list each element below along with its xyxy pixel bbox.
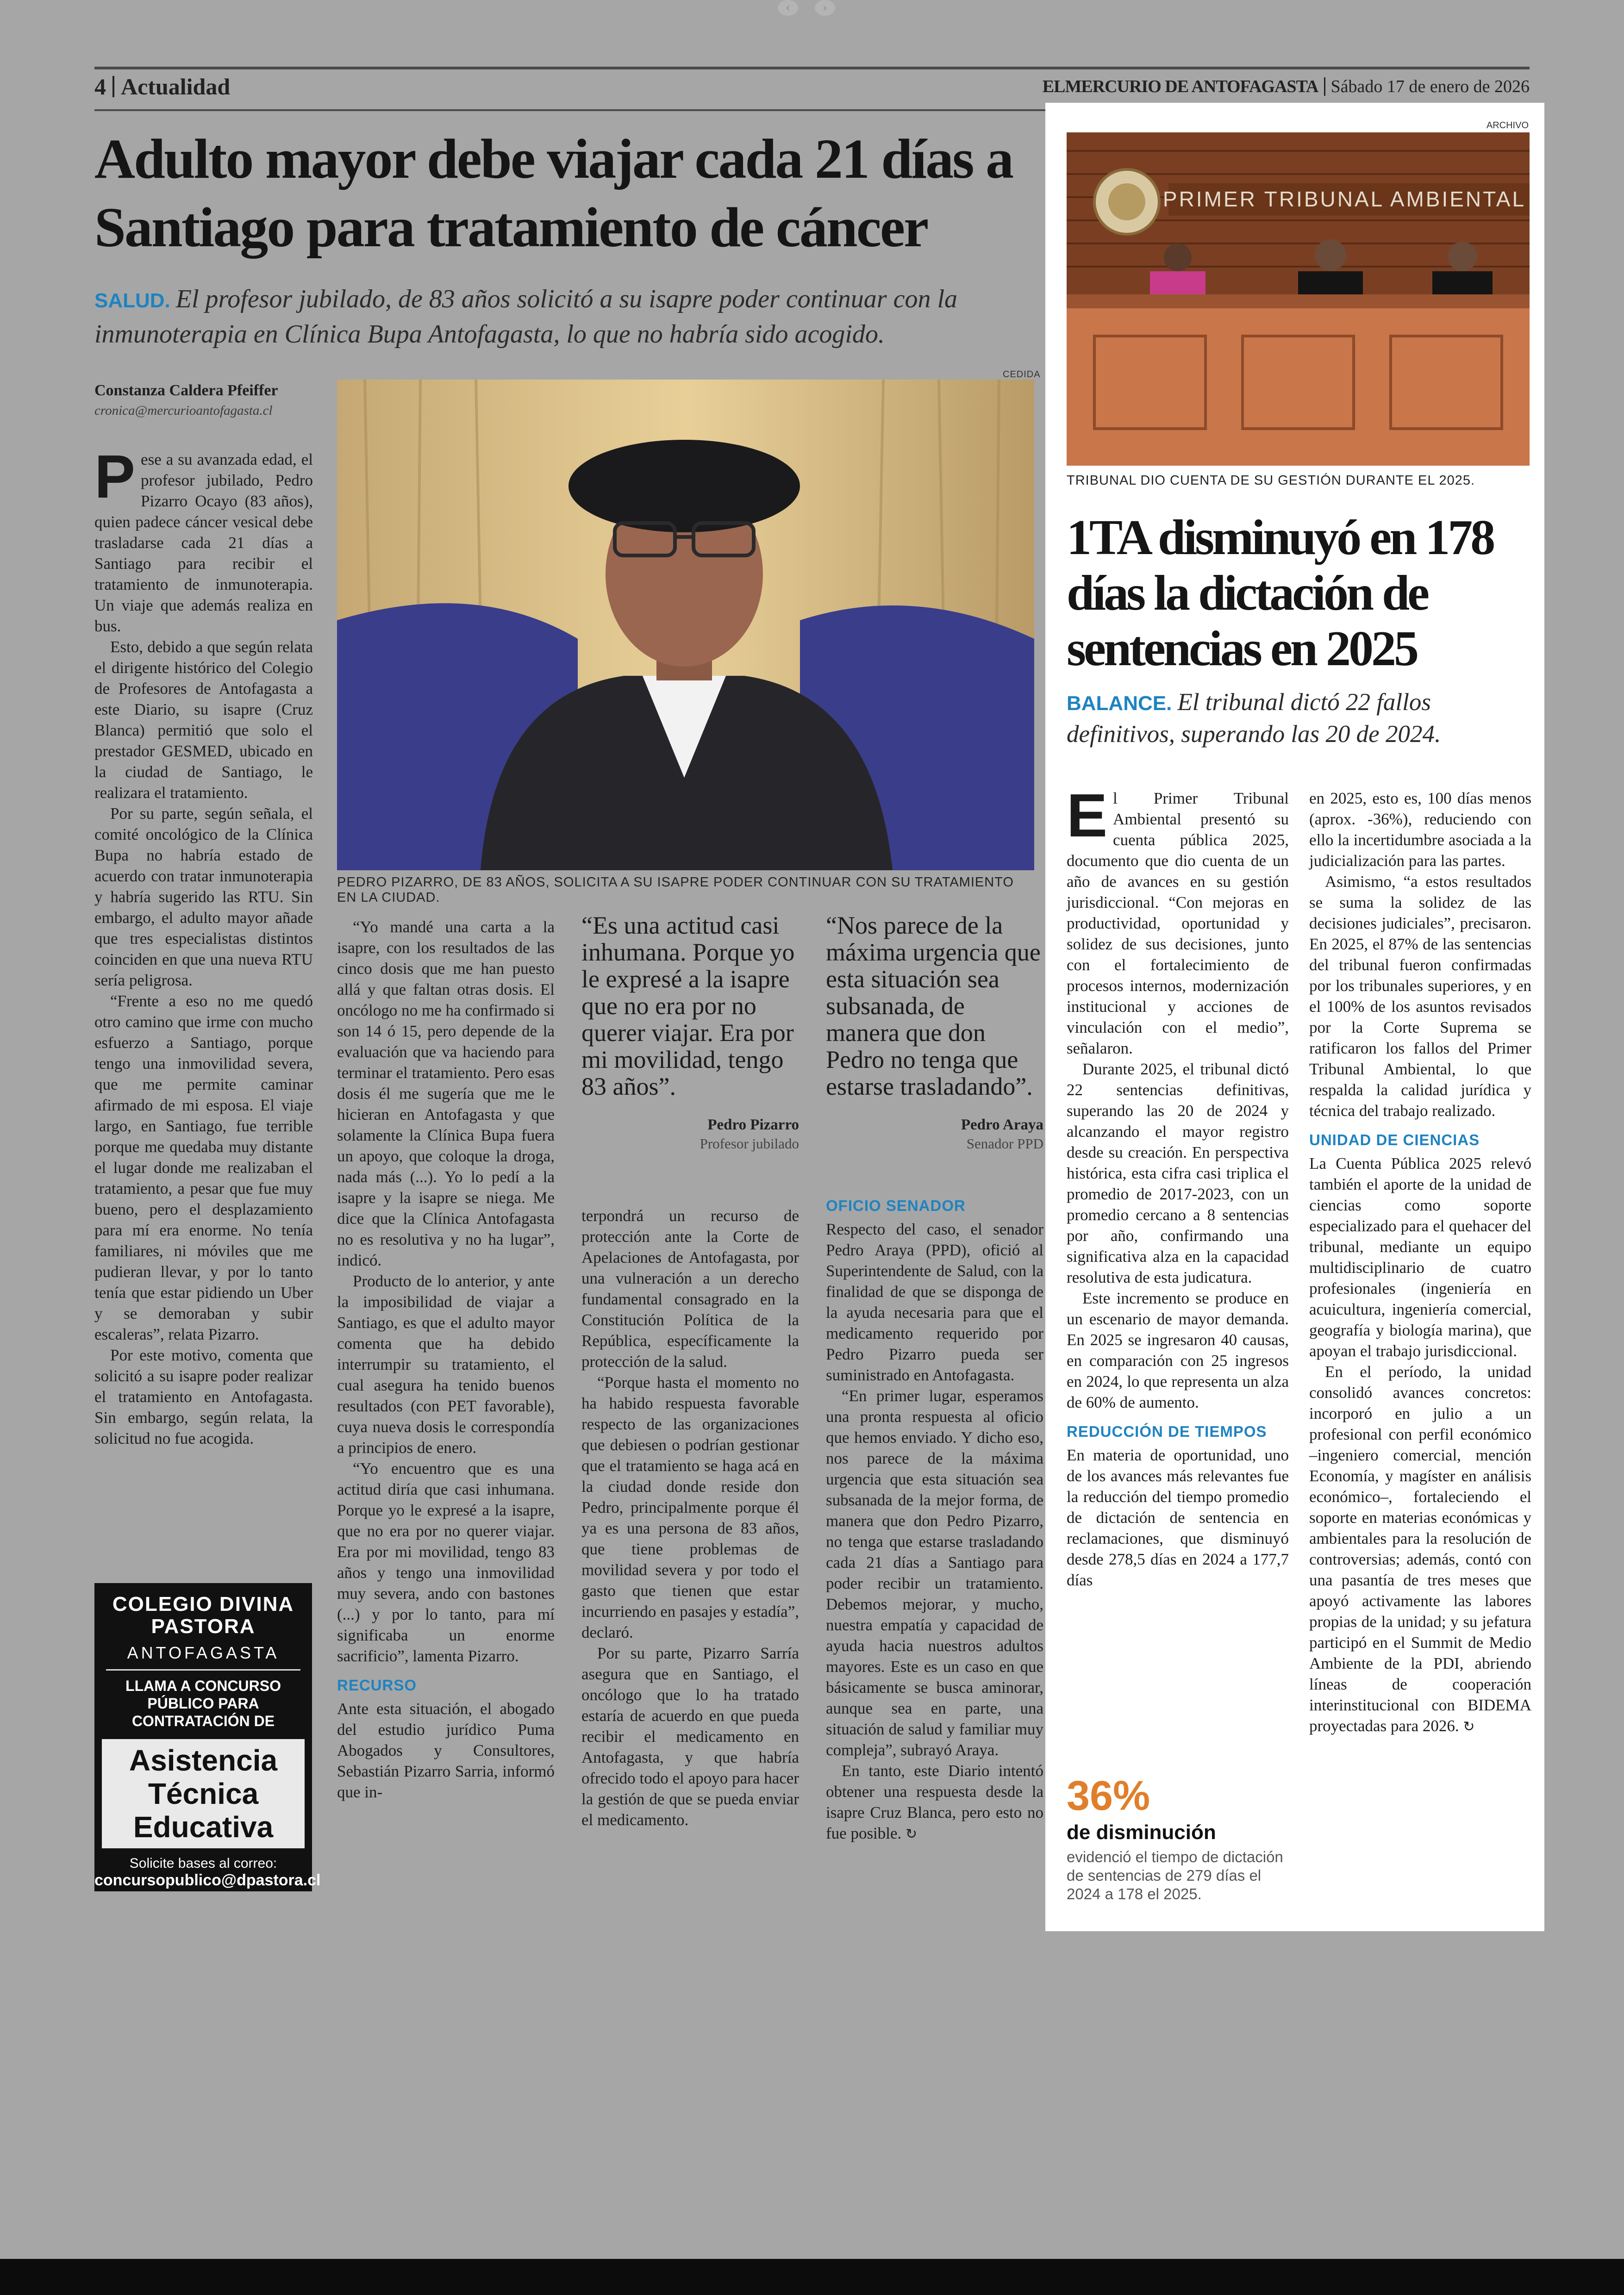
paragraph bbox=[1309, 1361, 1531, 1737]
divider bbox=[1324, 77, 1325, 96]
end-mark-icon: ↻ bbox=[1463, 1719, 1475, 1735]
article-column-1 bbox=[94, 443, 313, 1449]
subhead: OFICIO SENADOR bbox=[826, 1197, 966, 1214]
subhead: UNIDAD DE CIENCIAS bbox=[1309, 1131, 1480, 1148]
paragraph: Por este motivo, comenta que solicitó a su isapre poder realizar el tratamiento en Antofagasta. Sin embargo, según relata, la solicitud no fue acogida. bbox=[94, 1346, 313, 1447]
ad-city: ANTOFAGASTA bbox=[127, 1643, 280, 1662]
ad-call-text: LLAMA A CONCURSO PÚBLICO PARA CONTRATACIÓN DE bbox=[125, 1678, 281, 1729]
paragraph: “Yo encuentro que es una actitud diría que casi inhumana. Porque yo le expresé a la isapre, que no era por no querer viajar. Era por mi movilidad, tengo 83 años y tengo una inmovilidad muy severa, ando con bastones (...) y por lo tanto, para mí significaba un enorme sacrificio”, lamenta Pizarro. bbox=[337, 1459, 555, 1665]
dropcap: E bbox=[1067, 781, 1108, 849]
dropcap: P bbox=[94, 443, 136, 511]
main-deck bbox=[94, 282, 1048, 351]
paragraph: Ante esta situación, el abogado del estudio jurídico Puma Abogados y Consultores, Sebastián Pizarro Sarria, informó que in- bbox=[337, 1700, 555, 1801]
author-email[interactable]: cronica@mercurioantofagasta.cl bbox=[94, 403, 273, 418]
quote-role: Profesor jubilado bbox=[700, 1135, 799, 1152]
sidebar-column-1 bbox=[1067, 781, 1289, 1590]
paragraph-text: En tanto, este Diario intentó obtener una respuesta desde la isapre Cruz Blanca, pero esto no fue posible. bbox=[826, 1762, 1043, 1842]
viewer-bottom-bar bbox=[0, 2259, 1624, 2295]
subhead: REDUCCIÓN DE TIEMPOS bbox=[1067, 1423, 1267, 1440]
quote-name: Pedro Araya bbox=[961, 1116, 1043, 1133]
paragraph: “Porque hasta el momento no ha habido respuesta favorable respecto de las organizaciones que debiesen o podrían gestionar que el tratamiento se haga acá en la ciudad donde reside don Pedro, principalmente porque él ya es una persona de 83 años, que tiene problemas de movilidad severa y por todo el gasto que tienen que estar incurriendo en pasajes y estadía”, declaró. bbox=[581, 1373, 799, 1641]
ad-instructions: Solicite bases al correo: bbox=[129, 1856, 277, 1871]
stat-label: de disminución bbox=[1067, 1821, 1216, 1844]
paragraph: Durante 2025, el tribunal dictó 22 sentencias definitivas, superando las 20 de 2024 y alcanzando el mayor registro desde su creación. En perspectiva histórica, esta cifra casi triplica el promedio de 2017-2023, con un promedio cercano a 8 sentencias por año, confirmando una significativa alza en la capacidad resolutiva de esta judicatura. bbox=[1067, 1060, 1289, 1286]
photo-credit: ARCHIVO bbox=[1486, 120, 1529, 131]
newspaper-name: ELMERCURIO DE ANTOFAGASTA bbox=[1042, 77, 1318, 96]
photo-caption: PEDRO PIZARRO, DE 83 AÑOS, SOLICITA A SU ISAPRE PODER CONTINUAR CON SU TRATAMIENTO EN LA CIUDAD. bbox=[337, 875, 1014, 905]
paragraph: en 2025, esto es, 100 días menos (aprox. -36%), reduciendo con ello la incertidumbre asociada a la judicialización para las partes. bbox=[1309, 789, 1531, 870]
paragraph-text: l Primer Tribunal Ambiental presentó su cuenta pública 2025, documento que dio cuenta de un año de avances en su gestión jurisdiccional. “Con mejoras en productividad, oportunidad y solidez de sus decisiones, junto con el fortalecimiento de procesos internos, modernización institucional y acciones de vinculación con el medio”, señalaron. bbox=[1067, 789, 1289, 1057]
main-kicker: SALUD. bbox=[94, 289, 170, 312]
paragraph-text: ese a su avanzada edad, el profesor jubilado, Pedro Pizarro Ocayo (83 años), quien padece cáncer vesical debe trasladarse cada 21 días a Santiago para recibir el tratamiento de inmunoterapia. Un viaje que además realiza en bus. bbox=[94, 450, 313, 635]
masthead-info bbox=[1043, 76, 1530, 97]
end-mark-icon: ↻ bbox=[906, 1826, 918, 1842]
sidebar-headline: 1TA disminuyó en 178 días la dictación de sentencias en 2025 bbox=[1067, 510, 1493, 676]
ad-email[interactable]: concursopublico@dpastora.cl bbox=[94, 1871, 321, 1889]
byline bbox=[94, 382, 317, 418]
sidebar-deck bbox=[1067, 687, 1530, 749]
paragraph: “Yo mandé una carta a la isapre, con los resultados de las cinco dosis que me han puesto allá y que faltan otras dosis. El oncólogo no me ha confirmado si son 14 ó 15, pero depende de la evaluación que va haciendo para terminar el tratamiento. Pero esas dosis él me sugería que me le hicieran en Antofagasta y que solamente la Clínica Bupa fuera un apoyo, que coloque la droga, nada más (...). Yo lo pedí a la isapre y la isapre se niega. Me dice que la Clínica Antofagasta no es resolutiva y no ha lugar”, indicó. bbox=[337, 918, 555, 1269]
tribunal-illustration bbox=[1067, 132, 1530, 466]
page-header bbox=[94, 70, 1530, 103]
viewer-nav bbox=[778, 0, 847, 17]
sidebar-story bbox=[1045, 103, 1544, 1931]
newspaper-page bbox=[83, 60, 1542, 1958]
ad-position-title: Asistencia Técnica Educativa bbox=[102, 1739, 305, 1848]
photo-credit: CEDIDA bbox=[1003, 369, 1041, 380]
quote-name: Pedro Pizarro bbox=[707, 1116, 799, 1133]
photo-caption: TRIBUNAL DIO CUENTA DE SU GESTIÓN DURANTE EL 2025. bbox=[1067, 473, 1475, 488]
paragraph: Producto de lo anterior, y ante la imposibilidad de viajar a Santiago, es que el adulto mayor comenta que ha debido interrumpir su tratamiento, el cual asegura ha tenido buenos resultados (con PET favorable), cuya nueva dosis le correspondía a principios de enero. bbox=[337, 1272, 555, 1457]
header-rule bbox=[94, 109, 1057, 111]
article-column-2 bbox=[337, 917, 555, 1802]
stat-value: 36% bbox=[1067, 1773, 1150, 1819]
portrait-photo bbox=[337, 380, 1034, 870]
main-headline: Adulto mayor debe viajar cada 21 días a Santiago para tratamiento de cáncer bbox=[94, 128, 1013, 259]
paragraph bbox=[826, 1760, 1043, 1845]
paragraph: Respecto del caso, el senador Pedro Araya (PPD), ofició al Superintendente de Salud, con la finalidad de que se disponga de la ayuda necesaria para que el medicamento requerido por Pedro Pizarro pueda ser suministrado en Antofagasta. bbox=[826, 1220, 1043, 1384]
pull-quote-1: “Es una actitud casi inhumana. Porque yo le expresé a la isapre que no era por no querer viajar. Era por mi movilidad, tengo 83 años”. bbox=[581, 911, 795, 1100]
paragraph: terpondrá un recurso de protección ante la Corte de Apelaciones de Antofagasta, por una vulneración a un derecho fundamental consagrado en la Constitución Política de la República, específicamente la protección de la salud. bbox=[581, 1207, 799, 1371]
article-column-3 bbox=[581, 1205, 799, 1830]
paragraph: Por su parte, Pizarro Sarría asegura que en Santiago, el oncólogo que lo ha tratado estaría de acuerdo en que pueda recibir el medicamento en Antofagasta, y que habría ofrecido todo el apoyo para hacer la gestión de que se pueda enviar el medicamento. bbox=[581, 1644, 799, 1829]
next-page-button[interactable]: › bbox=[815, 0, 835, 16]
stat-description: evidenció el tiempo de dictación de sentencias de 279 días el 2024 a 178 el 2025. bbox=[1067, 1848, 1283, 1902]
paragraph: La Cuenta Pública 2025 relevó también el aporte de la unidad de ciencias como soporte especializado para el quehacer del tribunal, mediante un equipo multidisciplinario de cuatro profesionales (ingeniería en acuicultura, ingeniería comercial, geografía y biología marina), que apoyan el trabajo jurisdiccional. bbox=[1309, 1154, 1531, 1360]
paragraph: Por su parte, según señala, el comité oncológico de la Clínica Bupa no habría estado de acuerdo con tratar inmunoterapia y habría sugerido las RTU. Sin embargo, el adulto mayor añade que tres especialistas distintos coinciden en que una nueva RTU sería peligrosa. bbox=[94, 804, 313, 989]
paragraph-text: En el período, la unidad consolidó avances concretos: incorporó en julio a un profesional con perfil económico –ingeniero comercial, mención Economía, y magíster en análisis económico–, fortaleciendo el soporte en materias económicas y ambientales para la resolución de controversias; además, contó con una pasantía de tres meses que apoyó activamente las labores propias de la unidad; y su jefatura participó en el Summit de Medio Ambiente de la PDI, abriendo líneas de cooperación interinstitucional con BIDEMA proyectadas para 2026. bbox=[1309, 1363, 1531, 1735]
subhead: RECURSO bbox=[337, 1677, 417, 1694]
paragraph: Esto, debido a que según relata el dirigente histórico del Colegio de Profesores de Antofagasta a este Diario, su isapre (Cruz Blanca) permitió que solo el prestador GESMED, ubicado en la ciudad de Santiago, le realizara el tratamiento. bbox=[94, 638, 313, 802]
advertisement[interactable] bbox=[94, 1583, 321, 1891]
ad-divider bbox=[106, 1669, 300, 1671]
pull-quote-1-attribution bbox=[581, 1116, 799, 1152]
paragraph bbox=[1067, 781, 1289, 1059]
pull-quote-2: “Nos parece de la máxima urgencia que esta situación sea subsanada, de manera que don Pedro no tenga que estarse trasladando”. bbox=[826, 911, 1041, 1100]
article-column-4 bbox=[826, 1195, 1043, 1845]
section-label bbox=[94, 73, 230, 100]
paragraph: En materia de oportunidad, uno de los avances más relevantes fue la reducción del tiempo promedio de dictación de sentencia en reclamaciones, que disminuyó desde 278,5 días en 2024 a 177,7 días bbox=[1067, 1446, 1289, 1589]
ad-school-name: COLEGIO DIVINA PASTORA bbox=[112, 1593, 294, 1638]
tribunal-banner: PRIMER TRIBUNAL AMBIENTAL bbox=[1162, 187, 1526, 211]
section-name: Actualidad bbox=[121, 74, 231, 100]
previous-page-button[interactable]: ‹ bbox=[778, 0, 798, 16]
page-number: 4 bbox=[94, 74, 106, 100]
divider bbox=[112, 76, 114, 97]
tribunal-photo bbox=[1067, 132, 1530, 466]
header-rule bbox=[94, 67, 1530, 69]
issue-date: Sábado 17 de enero de 2026 bbox=[1330, 77, 1530, 96]
paragraph: “Frente a eso no me quedó otro camino que irme con mucho esfuerzo a Santiago, porque tengo una inmovilidad severa, que me permite caminar afirmado de mi esposa. El viaje largo, en Santiago, fue terrible porque me quedaba muy distante el lugar donde me realizaban el tratamiento, a pesar que fue muy bueno, pero el desplazamiento para mí era enorme. No tenía familiares, ni móviles que me pudieran llevar, y por lo tanto tenía que estar pidiendo un Uber y se demoraban y subir escaleras”, relata Pizarro. bbox=[94, 992, 313, 1343]
portrait-illustration bbox=[337, 380, 1034, 870]
sidebar-column-2 bbox=[1309, 788, 1531, 1737]
paragraph: Asimismo, “a estos resultados se suma la solidez de las decisiones judiciales”, precisaron. En 2025, el 87% de las sentencias del tribunal fueron confirmadas por los tribunales superiores, y en el 100% de los asuntos revisados por la Corte Suprema se ratificaron los fallos del Primer Tribunal Ambiental, lo que respalda la calidad jurídica y técnica del trabajo realizado. bbox=[1309, 873, 1531, 1120]
sidebar-kicker: BALANCE. bbox=[1067, 692, 1172, 715]
sidebar-deck-text: El tribunal dictó 22 fallos definitivos, superando las 20 de 2024. bbox=[1067, 689, 1441, 748]
paragraph: Este incremento se produce en un escenario de mayor demanda. En 2025 se ingresaron 40 causas, en comparación con 25 ingresos en 2024, lo que representa un alza de 60% de aumento. bbox=[1067, 1289, 1289, 1411]
author-name: Constanza Caldera Pfeiffer bbox=[94, 382, 278, 399]
pull-quote-2-attribution bbox=[826, 1116, 1043, 1152]
paragraph: “En primer lugar, esperamos una pronta respuesta al oficio que hemos enviado. Y dicho eso, nos parece de la máxima urgencia que esta situación sea subsanada de la mejor forma, de manera que don Pedro Pizarro, no tenga que estarse trasladando cada 21 días a Santiago para poder recibir un tratamiento. Debemos mejorar, y mucho, nuestra empatía y capacidad de ayuda hacia nuestros adultos mayores. Este es un caso en que básicamente se busca aminorar, aunque sea en parte, una situación de salud y familiar muy compleja”, subrayó Araya. bbox=[826, 1387, 1043, 1759]
quote-role: Senador PPD bbox=[966, 1135, 1043, 1152]
main-deck-text: El profesor jubilado, de 83 años solicitó a su isapre poder continuar con la inmunoterapia en Clínica Bupa Antofagasta, lo que no habría sido acogido. bbox=[94, 285, 958, 349]
paragraph bbox=[94, 443, 313, 636]
